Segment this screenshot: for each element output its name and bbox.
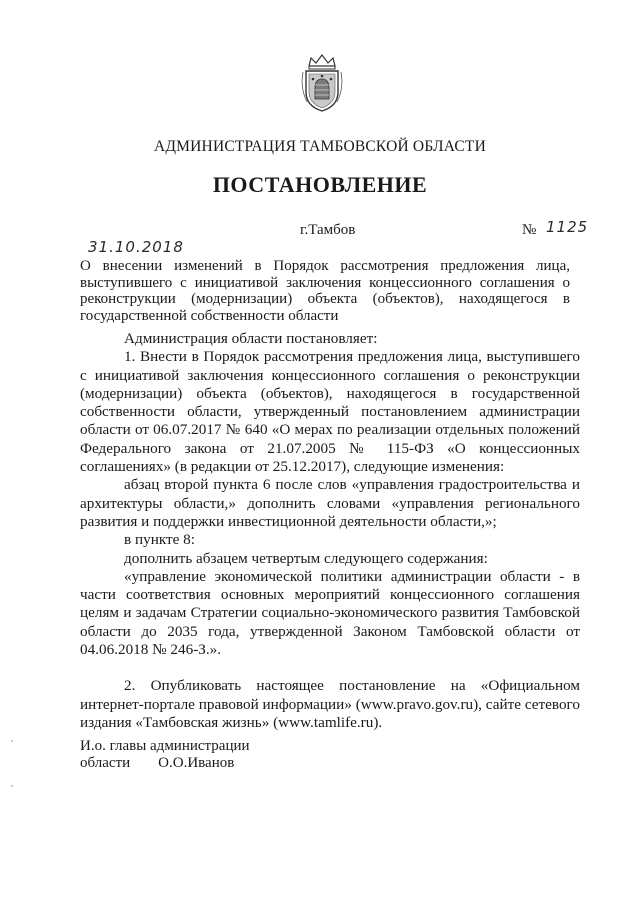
number-label: № — [522, 222, 537, 238]
scan-speck — [11, 785, 13, 787]
coat-of-arms-icon — [297, 52, 347, 114]
handwritten-date: 31.10.2018 — [88, 238, 184, 256]
city: г.Тамбов — [300, 222, 356, 238]
document-body — [80, 330, 580, 732]
body-paragraph: абзац второй пункта 6 после слов «управления градостроительства и архитектуры области,» дополнить словами «управления регионального развития и поддержки инвестиционной деятельности области,»; — [80, 476, 580, 530]
handwritten-number: 1125 — [546, 218, 589, 236]
signatory-title-line2: области — [80, 755, 131, 771]
signature-block — [80, 738, 250, 772]
signatory-title: И.о. главы администрации — [80, 738, 250, 754]
document-subject: О внесении изменений в Порядок рассмотрения предложения лица, выступившего с инициативой заключения концессионного соглашения о реконструкции (модернизации) объекта (объектов), находящегося в государственной собственности области — [80, 258, 570, 324]
document-type-title: ПОСТАНОВЛЕНИЕ — [212, 172, 428, 197]
body-paragraph: Администрация области постановляет: — [124, 330, 378, 347]
body-paragraph: 2. Опубликовать настоящее постановление на «Официальном интернет-портале правовой информации» (www.pravo.gov.ru), сайте сетевого издания «Тамбовская жизнь» (www.tamlife.ru). — [80, 677, 580, 731]
body-paragraph: дополнить абзацем четвертым следующего содержания: — [124, 549, 488, 567]
body-paragraph: 1. Внести в Порядок рассмотрения предложения лица, выступившего с инициативой заключения концессионного соглашения о реконструкции (модернизации) объекта (объектов), находящегося в государственной собственности области, утвержденный постановлением администрации области от 06.07.2017 № 640 «О мерах по реализации отдельных положений Федерального закона от 21.07.2005 № 115-ФЗ «О концессионных соглашениях» (в редакции от 25.12.2017), следующие изменения: — [80, 348, 580, 476]
body-paragraph: «управление экономической политики администрации области - в части соответствия основных мероприятий концессионного соглашения целям и задачам Стратегии социально-экономического развития Тамбовской области до 2035 года, утвержденной Законом Тамбовской области от 04.06.2018 № 246-З.». — [80, 567, 580, 659]
body-paragraph: в пункте 8: — [124, 531, 195, 549]
organization-title: АДМИНИСТРАЦИЯ ТАМБОВСКОЙ ОБЛАСТИ — [154, 138, 486, 155]
signatory-name: О.О.Иванов — [158, 755, 235, 771]
scan-speck — [11, 740, 13, 742]
